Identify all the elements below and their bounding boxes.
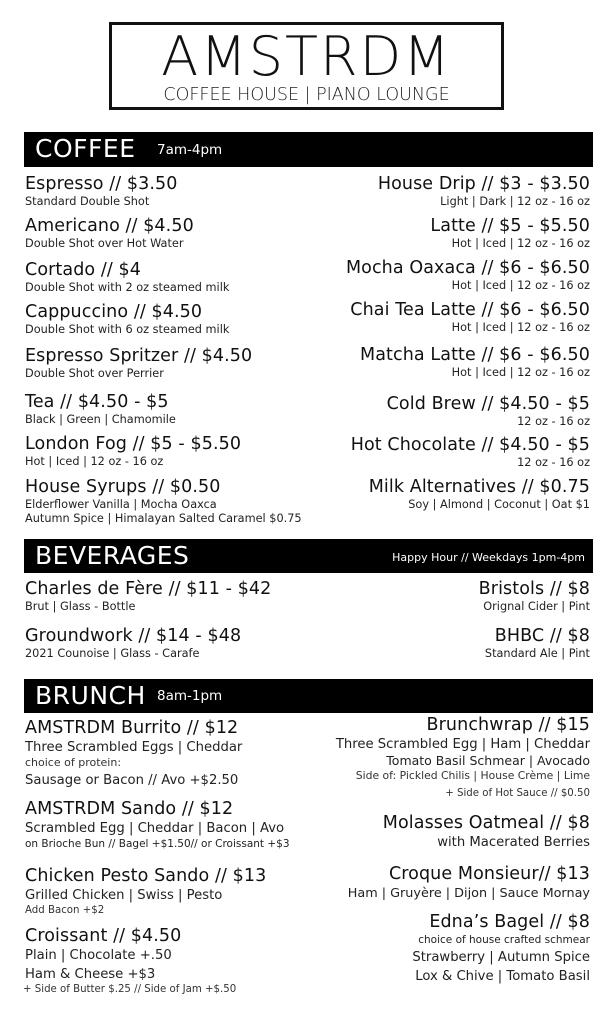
- item-desc: Elderflower Vanilla | Mocha Oaxca: [25, 498, 217, 511]
- item-name: Mocha Oaxaca // $6 - $6.50: [345, 258, 590, 278]
- menu-item-amstrdm-burrito: [25, 718, 242, 789]
- item-desc: with Macerated Berries: [437, 835, 590, 850]
- item-desc: Double Shot with 2 oz steamed milk: [25, 281, 230, 294]
- menu-item-house-syrups: [25, 477, 302, 526]
- item-name: AMSTRDM Burrito // $12: [25, 718, 239, 738]
- item-desc: Double Shot with 6 oz steamed milk: [25, 323, 230, 336]
- item-desc: Soy | Almond | Coconut | Oat $1: [408, 498, 590, 511]
- menu-item-chicken-pesto-sando: [25, 866, 266, 918]
- menu-item-croque-monsieur: [348, 864, 590, 902]
- section-hours: 7am-4pm: [157, 142, 223, 158]
- menu-item-charles-de-fere: [25, 579, 271, 614]
- item-desc: Lox & Chive | Tomato Basil: [415, 969, 590, 984]
- menu-item-house-drip: [378, 174, 590, 209]
- section-header-beverages: [24, 539, 593, 573]
- item-name: Cortado // $4: [25, 260, 142, 280]
- item-desc: Standard Double Shot: [25, 195, 150, 208]
- menu-item-bhbc: [485, 626, 590, 661]
- item-name: Croque Monsieur// $13: [388, 864, 590, 884]
- item-desc: Autumn Spice | Himalayan Salted Caramel $0.75: [25, 512, 302, 525]
- item-desc: Hot | Iced | 12 oz - 16 oz: [25, 455, 164, 468]
- item-desc: Ham | Gruyère | Dijon | Sauce Mornay: [347, 886, 590, 901]
- item-name: Hot Chocolate // $4.50 - $5: [350, 435, 590, 455]
- item-desc: Hot | Iced | 12 oz - 16 oz: [451, 321, 590, 334]
- item-desc: Double Shot over Hot Water: [25, 237, 184, 250]
- menu-item-groundwork: [25, 626, 241, 661]
- menu-item-ednas-bagel: [412, 912, 590, 985]
- item-desc: 12 oz - 16 oz: [517, 415, 590, 428]
- menu-item-matcha-latte: [360, 345, 590, 380]
- menu-item-hot-chocolate: [351, 435, 590, 470]
- item-name: Groundwork // $14 - $48: [25, 626, 242, 646]
- item-desc: Strawberry | Autumn Spice: [412, 950, 590, 965]
- menu-item-brunchwrap: [336, 715, 590, 801]
- item-name: Milk Alternatives // $0.75: [368, 477, 590, 497]
- item-name: AMSTRDM Sando // $12: [25, 799, 234, 819]
- item-name: Cappuccino // $4.50: [25, 302, 203, 322]
- menu-item-mocha-oaxaca: [346, 258, 590, 293]
- item-name: House Syrups // $0.50: [25, 477, 221, 497]
- menu-item-espresso-spritzer: [25, 346, 252, 381]
- menu-item-cappuccino: [25, 302, 229, 337]
- item-name: BHBC // $8: [494, 626, 590, 646]
- menu-item-molasses-oatmeal: [383, 813, 590, 851]
- item-desc: Hot | Iced | 12 oz - 16 oz: [451, 279, 590, 292]
- menu-item-croissant: [25, 926, 236, 997]
- item-desc: Add Bacon +$2: [25, 905, 105, 916]
- item-name: Molasses Oatmeal // $8: [382, 813, 590, 833]
- item-desc: Side of: Pickled Chilis | House Crème | Lime: [355, 769, 590, 782]
- item-name: Croissant // $4.50: [25, 926, 182, 946]
- item-desc: Brut | Glass - Bottle: [25, 600, 136, 613]
- item-desc: 2021 Counoise | Glass - Carafe: [25, 647, 200, 660]
- item-desc: Scrambled Egg | Cheddar | Bacon | Avo: [25, 821, 285, 836]
- item-desc: choice of house crafted schmear: [418, 934, 590, 946]
- section-title: BRUNCH: [35, 681, 146, 710]
- logo-subtitle: COFFEE HOUSE | PIANO LOUNGE: [163, 85, 450, 105]
- item-name: Matcha Latte // $6 - $6.50: [360, 345, 590, 365]
- item-name: Chai Tea Latte // $6 - $6.50: [350, 300, 590, 320]
- item-name: Edna’s Bagel // $8: [429, 912, 590, 932]
- logo-title: AMSTRDM: [161, 25, 452, 88]
- item-name: Brunchwrap // $15: [426, 715, 590, 735]
- item-desc: + Side of Butter $.25 // Side of Jam +$.50: [23, 984, 237, 995]
- item-desc: Three Scrambled Egg | Ham | Cheddar: [335, 737, 590, 752]
- section-hours: 8am-1pm: [157, 688, 223, 704]
- item-desc: Plain | Chocolate +.50: [25, 948, 172, 963]
- item-desc: choice of protein:: [25, 756, 122, 769]
- menu-item-chai-tea-latte: [350, 300, 590, 335]
- menu-item-milk-alternatives: [369, 477, 590, 512]
- item-name: Latte // $5 - $5.50: [430, 216, 590, 236]
- menu-item-bristols: [479, 579, 590, 614]
- menu-item-cortado: [25, 260, 229, 295]
- item-name: House Drip // $3 - $3.50: [377, 174, 590, 194]
- item-desc: Light | Dark | 12 oz - 16 oz: [440, 195, 590, 208]
- item-name: London Fog // $5 - $5.50: [25, 434, 242, 454]
- menu-item-cold-brew: [387, 394, 590, 429]
- item-desc: Standard Ale | Pint: [484, 647, 590, 660]
- section-title: BEVERAGES: [35, 541, 190, 570]
- item-desc: Tomato Basil Schmear | Avocado: [386, 753, 590, 768]
- item-name: Bristols // $8: [478, 579, 590, 599]
- section-header-brunch: [24, 679, 593, 713]
- menu-item-amstrdm-sando: [25, 799, 290, 851]
- item-desc: on Brioche Bun // Bagel +$1.50// or Croissant +$3: [25, 838, 290, 850]
- item-desc: Ham & Cheese +$3: [25, 967, 156, 982]
- menu-item-espresso: [25, 174, 178, 209]
- item-name: Espresso // $3.50: [25, 174, 178, 194]
- item-desc: 12 oz - 16 oz: [517, 456, 590, 469]
- item-desc: Hot | Iced | 12 oz - 16 oz: [451, 237, 590, 250]
- item-name: Tea // $4.50 - $5: [25, 392, 169, 412]
- item-desc: Black | Green | Chamomile: [25, 413, 176, 426]
- menu-item-london-fog: [25, 434, 241, 469]
- menu-item-latte: [430, 216, 590, 251]
- logo: [109, 22, 504, 110]
- item-name: Americano // $4.50: [25, 216, 194, 236]
- section-title: COFFEE: [35, 134, 136, 163]
- item-desc: + Side of Hot Sauce // $0.50: [445, 788, 590, 799]
- item-desc: Grilled Chicken | Swiss | Pesto: [25, 888, 223, 903]
- section-header-coffee: [24, 132, 593, 167]
- menu-item-tea: [25, 392, 176, 427]
- item-name: Chicken Pesto Sando // $13: [25, 866, 267, 886]
- item-desc: Three Scrambled Eggs | Cheddar: [25, 740, 243, 755]
- item-name: Charles de Fère // $11 - $42: [25, 579, 272, 599]
- menu-item-americano: [25, 216, 194, 251]
- item-desc: Orignal Cider | Pint: [483, 600, 590, 613]
- item-name: Cold Brew // $4.50 - $5: [386, 394, 590, 414]
- happy-hour-note: Happy Hour // Weekdays 1pm-4pm: [392, 551, 585, 564]
- item-desc: Hot | Iced | 12 oz - 16 oz: [451, 366, 590, 379]
- item-desc: Sausage or Bacon // Avo +$2.50: [25, 773, 239, 788]
- item-desc: Double Shot over Perrier: [25, 367, 164, 380]
- item-name: Espresso Spritzer // $4.50: [25, 346, 253, 366]
